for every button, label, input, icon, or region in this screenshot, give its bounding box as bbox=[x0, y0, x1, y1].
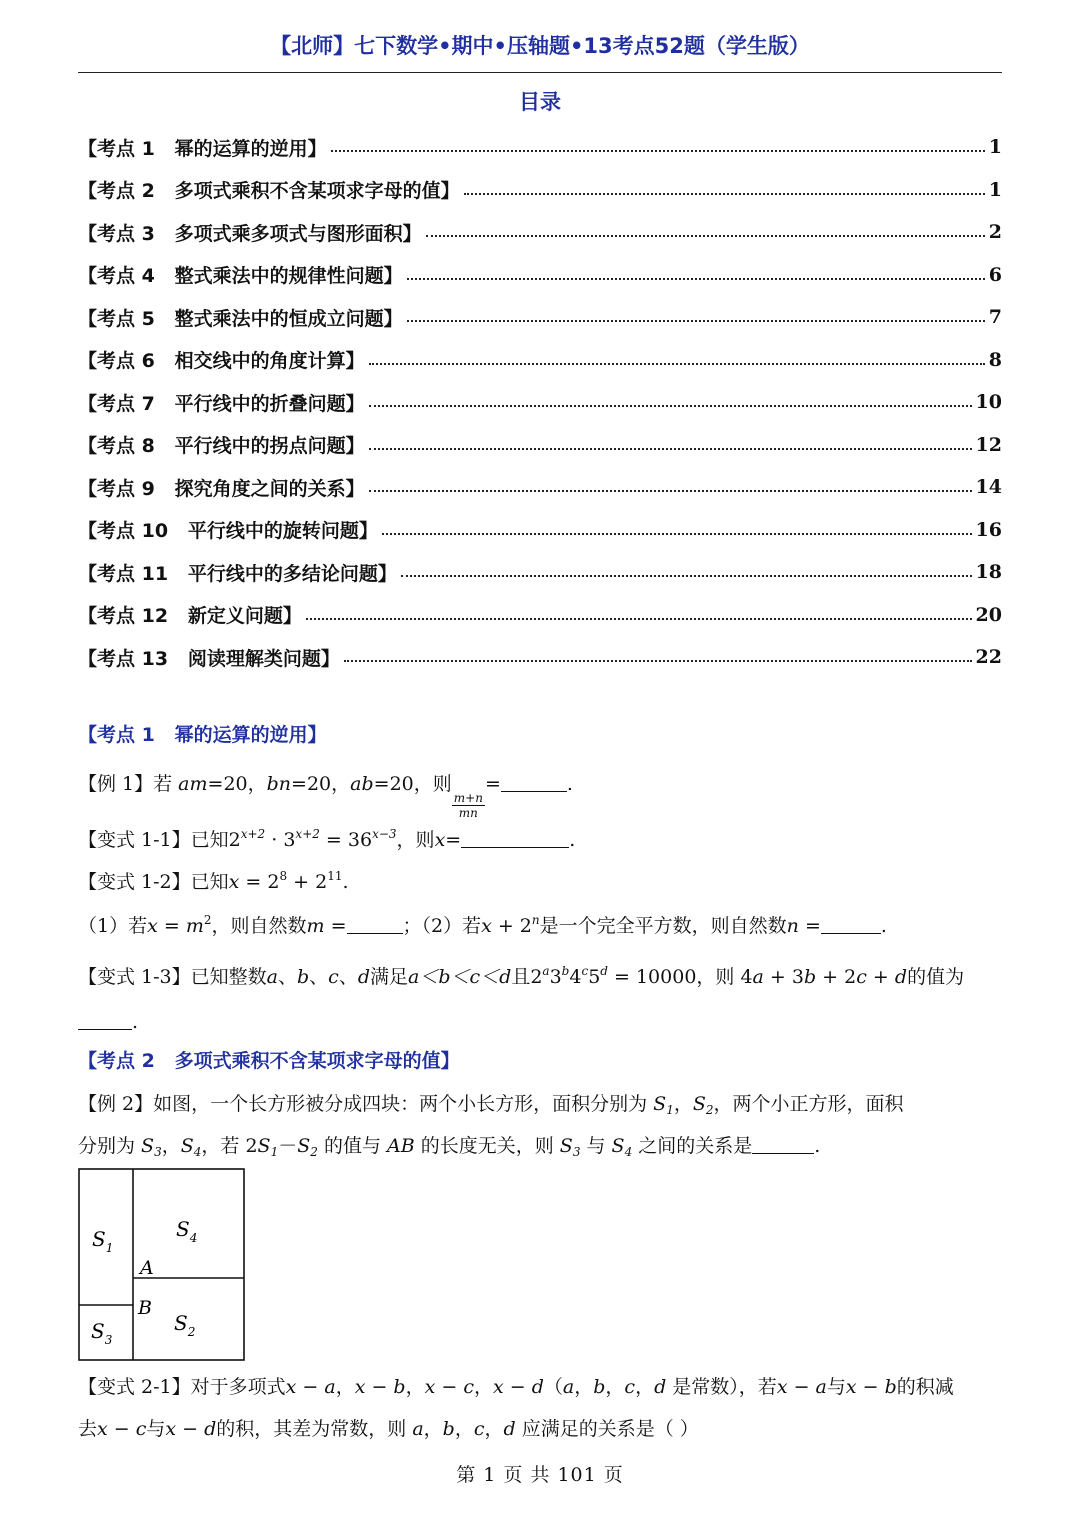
exponent: x+2 bbox=[295, 827, 320, 841]
v13-text: 满足 bbox=[370, 966, 409, 988]
toc-entry-label: 【考点 10 平行线中的旋转问题】 bbox=[78, 520, 378, 543]
toc-leader-dots bbox=[382, 533, 972, 535]
v13-text: + bbox=[866, 966, 895, 988]
rectangle-diagram-svg bbox=[78, 1168, 246, 1362]
v12q-text: = bbox=[798, 915, 821, 937]
answer-blank[interactable] bbox=[78, 1013, 132, 1030]
math-var: d bbox=[503, 1418, 516, 1440]
ex2-text: 之间的关系是 bbox=[632, 1135, 753, 1157]
math-var: b bbox=[593, 1376, 606, 1398]
v12q-text: （1）若 bbox=[78, 915, 148, 937]
math-var: d bbox=[654, 1376, 667, 1398]
subscript: 4 bbox=[193, 1145, 202, 1159]
toc-leader-dots bbox=[401, 575, 972, 577]
toc-entry-page: 10 bbox=[975, 391, 1002, 414]
answer-blank[interactable] bbox=[821, 917, 881, 934]
v21-text: 与 bbox=[826, 1376, 846, 1398]
ex1-text: =20， bbox=[291, 773, 351, 795]
ex2-text: ，若 2 bbox=[201, 1135, 258, 1157]
ex2-text: ， bbox=[161, 1135, 181, 1157]
math-var: d bbox=[894, 966, 908, 988]
exponent: 2 bbox=[203, 913, 212, 927]
fraction-numerator: m+n bbox=[453, 791, 483, 805]
v13-text: 3 bbox=[549, 966, 562, 988]
variant-1-3 bbox=[78, 957, 1004, 991]
math-var: b bbox=[296, 966, 310, 988]
v21-text: ， bbox=[454, 1418, 474, 1440]
v12q-text: + 2 bbox=[491, 915, 532, 937]
math-var: x bbox=[434, 829, 446, 851]
toc-entry-label: 【考点 13 阅读理解类问题】 bbox=[78, 647, 340, 670]
polynomial: x − a bbox=[285, 1376, 336, 1398]
toc-entry[interactable] bbox=[78, 509, 1002, 552]
math-var: S bbox=[141, 1135, 155, 1157]
v21-text: ， bbox=[423, 1418, 443, 1440]
polynomial: x − c bbox=[97, 1418, 147, 1440]
subscript: 2 bbox=[705, 1103, 714, 1117]
math-var: c bbox=[624, 1376, 636, 1398]
v11-text: ，则 bbox=[396, 829, 435, 851]
math-var: S bbox=[611, 1135, 625, 1157]
math-var: c bbox=[473, 1418, 485, 1440]
math-var: S bbox=[257, 1135, 271, 1157]
exponent: a bbox=[542, 964, 550, 978]
toc-leader-dots bbox=[369, 448, 972, 450]
example-2-line-1 bbox=[78, 1090, 1004, 1124]
v21-text: 去 bbox=[78, 1418, 98, 1440]
variant-1-2-questions bbox=[78, 906, 1004, 940]
toc-entry[interactable] bbox=[78, 594, 1002, 637]
v13-text: + 3 bbox=[763, 966, 804, 988]
label-a: A bbox=[140, 1257, 154, 1279]
v21-text: 的积，其差为常数，则 bbox=[216, 1418, 413, 1440]
ex2-text: 分别为 bbox=[78, 1135, 142, 1157]
math-var: a bbox=[412, 1418, 424, 1440]
ex2-text: 【例 2】如图，一个长方形被分成四块：两个小长方形，面积分别为 bbox=[78, 1093, 654, 1115]
v21-text: ， bbox=[574, 1376, 594, 1398]
ex1-text: . bbox=[566, 773, 573, 795]
v12q-text: = bbox=[324, 915, 347, 937]
subscript: 3 bbox=[572, 1145, 581, 1159]
math-var: b bbox=[442, 1418, 455, 1440]
variant-1-2 bbox=[78, 862, 1004, 896]
label-b: B bbox=[138, 1297, 152, 1319]
v21-text: 的积减 bbox=[896, 1376, 954, 1398]
v13-text: 的值为 bbox=[907, 966, 965, 988]
toc-entry-label: 【考点 2 多项式乘积不含某项求字母的值】 bbox=[78, 180, 460, 203]
label-s4: $S_4$ bbox=[176, 1217, 198, 1245]
math-var: bn bbox=[266, 773, 292, 795]
math-var: am bbox=[178, 773, 208, 795]
exponent: n bbox=[531, 913, 540, 927]
v13-text: + 2 bbox=[816, 966, 857, 988]
math-var: d bbox=[357, 966, 371, 988]
v21-text: （ bbox=[543, 1376, 563, 1398]
toc-entry[interactable] bbox=[78, 169, 1002, 212]
subscript: 2 bbox=[310, 1145, 318, 1159]
v21-text: ， bbox=[484, 1418, 504, 1440]
polynomial: x − d bbox=[165, 1418, 217, 1440]
toc-leader-dots bbox=[426, 235, 985, 237]
v13-text: 4 bbox=[569, 966, 582, 988]
math-var: x bbox=[147, 915, 158, 937]
toc-leader-dots bbox=[369, 405, 972, 407]
toc-entry-label: 【考点 12 新定义问题】 bbox=[78, 605, 302, 628]
toc-leader-dots bbox=[306, 618, 972, 620]
math-var: a bbox=[266, 966, 278, 988]
v12-text: = 2 bbox=[239, 871, 280, 893]
v13-text: 【变式 1-3】已知整数 bbox=[78, 966, 267, 988]
example-2-line-2 bbox=[78, 1132, 1004, 1166]
toc-entry-page: 1 bbox=[988, 136, 1002, 159]
ex1-text: = bbox=[484, 773, 501, 795]
page-footer: 第 1 页 共 101 页 bbox=[456, 1464, 624, 1486]
v21-text: ， bbox=[635, 1376, 655, 1398]
math-var: c bbox=[856, 966, 867, 988]
v13-text: . bbox=[132, 1011, 139, 1033]
toc-entry-page: 14 bbox=[975, 476, 1002, 499]
toc-entry-page: 1 bbox=[988, 178, 1002, 201]
v21-text: ， bbox=[473, 1376, 493, 1398]
polynomial: x − c bbox=[424, 1376, 474, 1398]
variant-2-1-line-1 bbox=[78, 1373, 1004, 1401]
exponent: c bbox=[581, 964, 589, 978]
v21-text: 应满足的关系是（ ） bbox=[515, 1418, 699, 1440]
math-var: m bbox=[185, 915, 204, 937]
toc-leader-dots bbox=[464, 193, 985, 195]
subscript: 1 bbox=[270, 1145, 279, 1159]
variant-1-3-answer bbox=[78, 1008, 1004, 1036]
ex2-text: 的值与 bbox=[317, 1135, 387, 1157]
answer-blank[interactable] bbox=[461, 831, 569, 848]
v12q-text: 是一个完全平方数，则自然数 bbox=[539, 915, 787, 937]
section-1-title: 【考点 1 幂的运算的逆用】 bbox=[78, 724, 327, 746]
toc-heading: 目录 bbox=[519, 90, 561, 114]
v12-text: . bbox=[342, 871, 349, 893]
v12-text: + 2 bbox=[287, 871, 328, 893]
toc-entry[interactable] bbox=[78, 424, 1002, 467]
toc-entry-page: 16 bbox=[975, 518, 1002, 541]
toc-entry-label: 【考点 7 平行线中的折叠问题】 bbox=[78, 392, 365, 415]
v11-text: . bbox=[569, 829, 576, 851]
ex2-text: 的长度无关，则 bbox=[414, 1135, 560, 1157]
v21-text: 是常数），若 bbox=[666, 1376, 777, 1398]
section-2-title: 【考点 2 多项式乘积不含某项求字母的值】 bbox=[78, 1050, 460, 1072]
toc-entry[interactable] bbox=[78, 254, 1002, 297]
label-s1: $S_1$ bbox=[92, 1227, 114, 1255]
math-var: a bbox=[562, 1376, 575, 1398]
label-s2: $S_2$ bbox=[174, 1311, 196, 1339]
toc-leader-dots bbox=[369, 363, 985, 365]
ex1-text: =20，则 bbox=[373, 773, 452, 795]
answer-blank[interactable] bbox=[347, 917, 403, 934]
toc-entry[interactable] bbox=[78, 466, 1002, 509]
polynomial: x − b bbox=[845, 1376, 897, 1398]
v21-text: ， bbox=[405, 1376, 425, 1398]
exponent: 11 bbox=[327, 869, 343, 883]
polynomial: x − b bbox=[354, 1376, 406, 1398]
variant-2-1-line-2 bbox=[78, 1415, 1004, 1443]
toc-entry-page: 18 bbox=[975, 561, 1002, 584]
toc-entry-label: 【考点 1 幂的运算的逆用】 bbox=[78, 137, 327, 160]
v12-text: 【变式 1-2】已知 bbox=[78, 871, 229, 893]
exponent: x+2 bbox=[240, 827, 266, 841]
subscript: 3 bbox=[154, 1145, 162, 1159]
exponent: b bbox=[561, 964, 570, 978]
math-var: b bbox=[803, 966, 817, 988]
v11-text: = 36 bbox=[319, 829, 373, 851]
subscript: 4 bbox=[624, 1145, 633, 1159]
toc-entry[interactable] bbox=[78, 551, 1002, 594]
toc-entry[interactable] bbox=[78, 126, 1002, 169]
toc-entry-label: 【考点 3 多项式乘多项式与图形面积】 bbox=[78, 222, 422, 245]
toc-leader-dots bbox=[369, 490, 972, 492]
ex2-text: － bbox=[278, 1135, 298, 1157]
toc-leader-dots bbox=[407, 320, 985, 322]
toc-entry-page: 7 bbox=[988, 306, 1002, 329]
toc-entry[interactable] bbox=[78, 381, 1002, 424]
toc-entry-label: 【考点 8 平行线中的拐点问题】 bbox=[78, 435, 365, 458]
ex1-text: =20， bbox=[207, 773, 267, 795]
toc-entry[interactable] bbox=[78, 339, 1002, 382]
v12q-text: ；（2）若 bbox=[402, 915, 482, 937]
toc-leader-dots bbox=[344, 660, 972, 662]
ex2-text: ， bbox=[673, 1093, 693, 1115]
exponent: 8 bbox=[279, 869, 288, 883]
toc-entry-page: 20 bbox=[975, 603, 1002, 626]
math-var: x bbox=[228, 871, 240, 893]
toc-entry-page: 22 bbox=[975, 646, 1002, 669]
table-of-contents bbox=[78, 126, 1002, 679]
label-s3: $S_3$ bbox=[91, 1319, 113, 1347]
v21-text: ， bbox=[605, 1376, 625, 1398]
math-var: S bbox=[559, 1135, 573, 1157]
v21-text: 与 bbox=[146, 1418, 166, 1440]
toc-entry-label: 【考点 9 探究角度之间的关系】 bbox=[78, 477, 365, 500]
math-var: a bbox=[752, 966, 764, 988]
v13-text: 且2 bbox=[511, 966, 543, 988]
ex2-text: . bbox=[814, 1135, 821, 1157]
v11-text: = bbox=[445, 829, 462, 851]
toc-entry-page: 2 bbox=[988, 221, 1002, 244]
exponent: x−3 bbox=[372, 827, 397, 841]
toc-entry-page: 6 bbox=[988, 263, 1002, 286]
v13-text: = 10000，则 4 bbox=[607, 966, 753, 988]
answer-blank[interactable] bbox=[501, 775, 567, 792]
header-divider bbox=[78, 72, 1002, 73]
ex1-text: 【例 1】若 bbox=[78, 773, 179, 795]
toc-entry-page: 8 bbox=[988, 348, 1002, 371]
toc-entry[interactable] bbox=[78, 636, 1002, 679]
answer-blank[interactable] bbox=[752, 1137, 814, 1154]
v13-text: 、 bbox=[338, 966, 358, 988]
v13-text: 、 bbox=[277, 966, 297, 988]
toc-entry-label: 【考点 11 平行线中的多结论问题】 bbox=[78, 562, 397, 585]
rectangle-diagram bbox=[78, 1168, 246, 1362]
v21-text: ， bbox=[335, 1376, 355, 1398]
toc-entry-page: 12 bbox=[975, 433, 1002, 456]
v11-text: 【变式 1-1】已知2 bbox=[78, 829, 241, 851]
ex2-text: ，两个小正方形，面积 bbox=[713, 1093, 904, 1115]
page-header-title: 【北师】七下数学•期中•压轴题•13考点52题（学生版） bbox=[270, 34, 810, 58]
v11-text: · 3 bbox=[265, 829, 296, 851]
math-var: ab bbox=[350, 773, 374, 795]
exponent: d bbox=[600, 964, 608, 978]
math-var: x bbox=[481, 915, 492, 937]
math-var: S bbox=[692, 1093, 706, 1115]
v12q-text: . bbox=[880, 915, 887, 937]
v21-text: 【变式 2-1】对于多项式 bbox=[78, 1376, 286, 1398]
toc-entry[interactable] bbox=[78, 211, 1002, 254]
polynomial: x − d bbox=[492, 1376, 544, 1398]
math-var: c bbox=[328, 966, 339, 988]
toc-entry-label: 【考点 6 相交线中的角度计算】 bbox=[78, 350, 365, 373]
variant-1-1 bbox=[78, 820, 1004, 854]
v12q-text: = bbox=[157, 915, 186, 937]
subscript: 1 bbox=[666, 1103, 674, 1117]
v12q-text: ，则自然数 bbox=[211, 915, 307, 937]
ex2-text: 与 bbox=[580, 1135, 612, 1157]
fraction bbox=[452, 791, 485, 820]
toc-entry[interactable] bbox=[78, 296, 1002, 339]
fraction-denominator: mn bbox=[458, 806, 478, 820]
math-var: AB bbox=[387, 1135, 415, 1157]
math-var: n bbox=[786, 915, 799, 937]
math-var: S bbox=[653, 1093, 667, 1115]
inequality: a＜b＜c＜d bbox=[408, 966, 512, 988]
example-1 bbox=[78, 770, 1004, 820]
v13-text: 5 bbox=[588, 966, 601, 988]
toc-entry-label: 【考点 5 整式乘法中的恒成立问题】 bbox=[78, 307, 403, 330]
toc-leader-dots bbox=[407, 278, 985, 280]
toc-entry-label: 【考点 4 整式乘法中的规律性问题】 bbox=[78, 265, 403, 288]
v13-text: 、 bbox=[309, 966, 329, 988]
math-var: m bbox=[306, 915, 325, 937]
math-var: S bbox=[180, 1135, 194, 1157]
toc-leader-dots bbox=[331, 150, 985, 152]
math-var: S bbox=[297, 1135, 311, 1157]
polynomial: x − a bbox=[776, 1376, 827, 1398]
